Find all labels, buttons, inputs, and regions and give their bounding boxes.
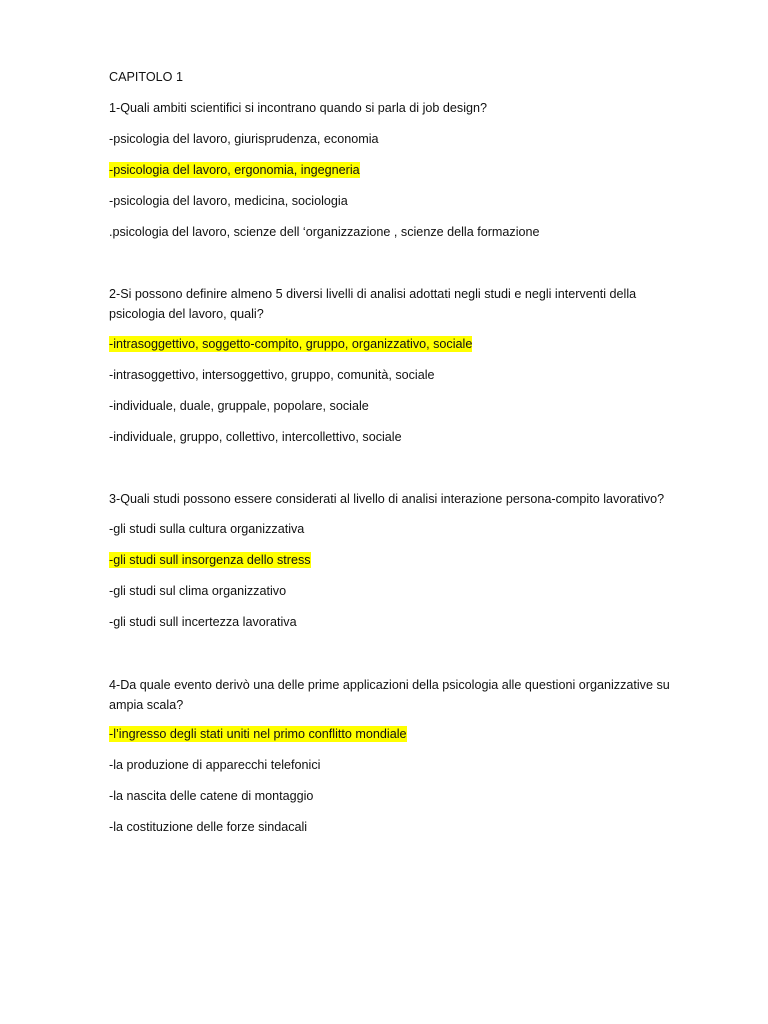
question-1-text: 1-Quali ambiti scientifici si incontrano quando si parla di job design? xyxy=(109,101,488,115)
question-4-text: 4-Da quale evento derivò una delle prime applicazioni della psicologia alle questioni organizzative su ampia scala? xyxy=(109,678,670,712)
question-3-option-1 xyxy=(109,519,304,539)
question-3-text: 3-Quali studi possono essere considerati al livello di analisi interazione persona-compito lavorativo? xyxy=(109,492,665,506)
question-4-option-3 xyxy=(109,786,313,806)
question-2-option-2 xyxy=(109,365,435,385)
question-1-option-1 xyxy=(109,129,379,149)
question-2-option-1-correct xyxy=(109,334,472,354)
option-text: .psicologia del lavoro, scienze dell ‘organizzazione , scienze della formazione xyxy=(109,225,540,239)
question-4-option-1-correct xyxy=(109,724,407,744)
option-text: -psicologia del lavoro, medicina, sociologia xyxy=(109,194,348,208)
option-text: -gli studi sull incertezza lavorativa xyxy=(109,615,297,629)
highlighted-answer: -l’ingresso degli stati uniti nel primo conflitto mondiale xyxy=(109,727,407,741)
option-text: -la produzione di apparecchi telefonici xyxy=(109,758,321,772)
question-2-text: 2-Si possono definire almeno 5 diversi livelli di analisi adottati negli studi e negli interventi della psicologia del lavoro, quali? xyxy=(109,287,637,321)
question-4-option-4 xyxy=(109,817,307,837)
question-3-option-4 xyxy=(109,612,297,632)
highlighted-answer: -psicologia del lavoro, ergonomia, ingegneria xyxy=(109,163,360,177)
option-text: -gli studi sul clima organizzativo xyxy=(109,584,287,598)
question-2-option-4 xyxy=(109,427,402,447)
option-text: -la nascita delle catene di montaggio xyxy=(109,789,314,803)
question-1-option-2-correct xyxy=(109,160,360,180)
question-1-option-3 xyxy=(109,191,348,211)
highlighted-answer: -gli studi sull insorgenza dello stress xyxy=(109,553,311,567)
chapter-title: CAPITOLO 1 xyxy=(109,70,183,84)
option-text: -gli studi sulla cultura organizzativa xyxy=(109,522,305,536)
question-1-option-4 xyxy=(109,222,540,242)
option-text: -la costituzione delle forze sindacali xyxy=(109,820,308,834)
option-text: -psicologia del lavoro, giurisprudenza, economia xyxy=(109,132,379,146)
question-2-option-3 xyxy=(109,396,369,416)
option-text: -individuale, duale, gruppale, popolare, sociale xyxy=(109,399,369,413)
option-text: -intrasoggettivo, intersoggettivo, gruppo, comunità, sociale xyxy=(109,368,435,382)
highlighted-answer: -intrasoggettivo, soggetto-compito, gruppo, organizzativo, sociale xyxy=(109,337,473,351)
option-text: -individuale, gruppo, collettivo, intercollettivo, sociale xyxy=(109,430,402,444)
question-3-option-3 xyxy=(109,581,286,601)
question-4-option-2 xyxy=(109,755,320,775)
question-3-option-2-correct xyxy=(109,550,311,570)
